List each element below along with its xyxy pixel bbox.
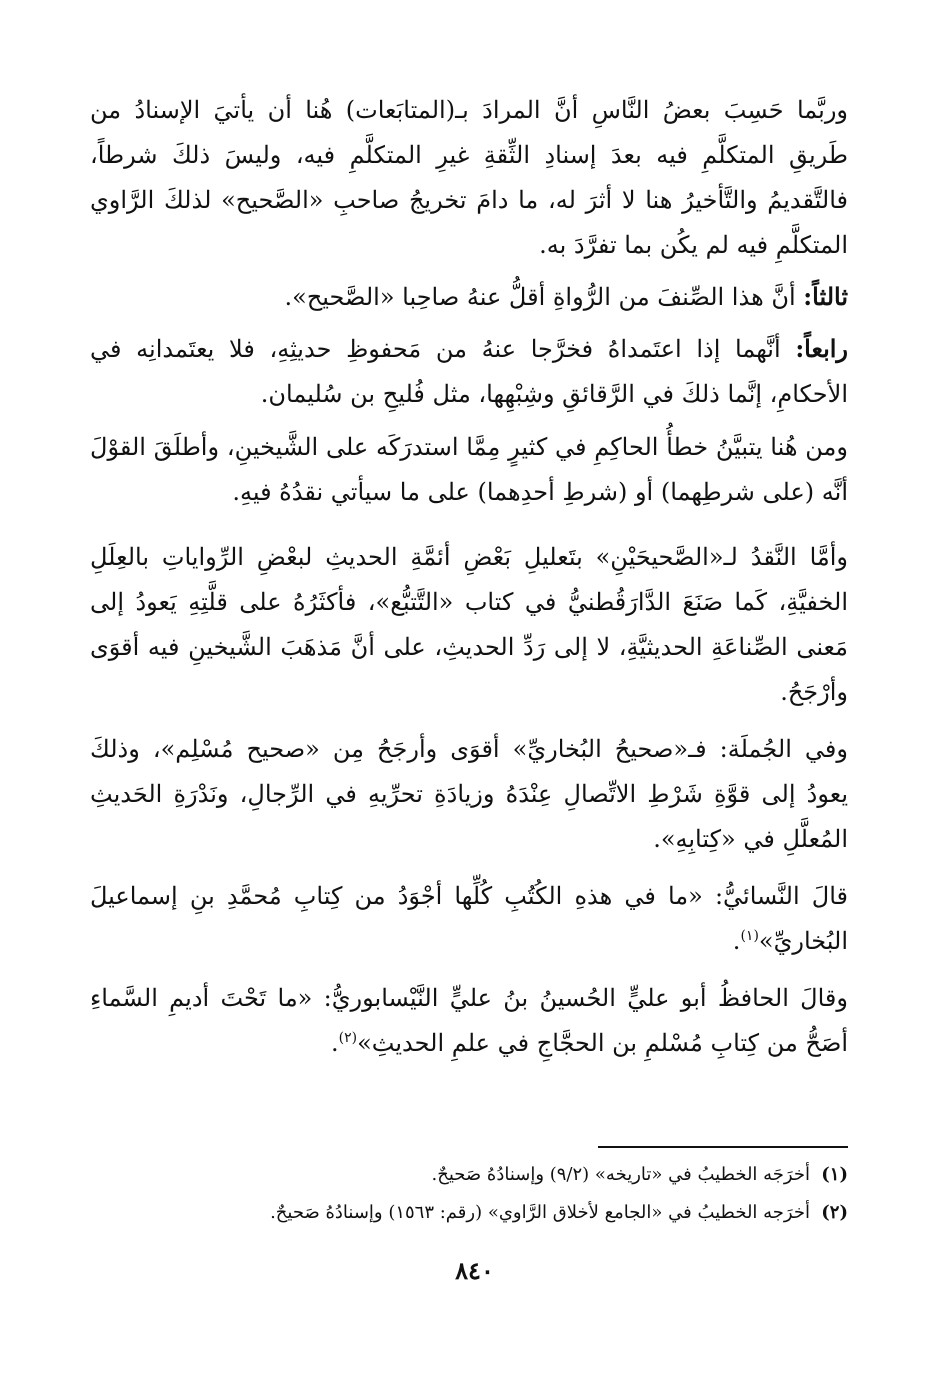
paragraph-text: وقالَ الحافظُ أبو عليٍّ الحُسينُ بنُ عليٍّ النَّيْسابوريُّ: «ما تَحْتَ أديمِ السَّماءِ أصَحُّ من كِتابِ مُسْلمِ بن الحجَّاجِ في علمِ الحديثِ» <box>90 984 848 1057</box>
footnote-number: (١) <box>821 1164 848 1185</box>
paragraph-rabian <box>90 326 848 417</box>
paragraph-hakim <box>90 425 848 515</box>
paragraph-mutabaat <box>90 88 848 268</box>
paragraph-naysaburi-quote <box>90 976 848 1066</box>
footnote-text: أخرَجَه الخطيبُ في «تاريخه» (٩/٢) وإسنادُهُ صَحيحٌ. <box>431 1164 810 1185</box>
footnote-ref-2[interactable]: (٢) <box>338 1030 358 1046</box>
paragraph-text: قالَ النَّسائيُّ: «ما في هذهِ الكُتُبِ كُلِّها أجْوَدُ من كِتابِ مُحمَّدِ بنِ إسماعيلَ البُخاريِّ» <box>90 882 848 955</box>
footnote-text: أخرَجه الخطيبُ في «الجامع لأخلاق الرَّاوي» (رقم: ١٥٦٣) وإسنادُهُ صَحيحٌ. <box>270 1202 810 1223</box>
footnotes <box>90 1156 848 1232</box>
paragraph-thalithan <box>90 274 848 320</box>
paragraph-nasai-quote <box>90 874 848 964</box>
footnote-number: (٢) <box>821 1202 848 1223</box>
paragraph-tail: . <box>331 1029 339 1057</box>
footnote-divider <box>598 1146 848 1148</box>
paragraph-text: أنَّهما إذا اعتَمداهُ فخرَّجا عنهُ من مَحفوظِ حديثِهِ، فلا يعتَمدانِه في الأحكامِ، إنَّما ذلكَ في الرَّقائقِ وشِبْهِها، مثل فُليحِ بن سُليمان. <box>90 335 848 408</box>
paragraph-naqd <box>90 535 848 715</box>
paragraph-lead: رابعاً: <box>795 334 848 363</box>
paragraph-text: وفي الجُملَة: فـ«صحيحُ البُخاريِّ» أقوَى وأرجَحُ مِن «صحيح مُسْلِم»، وذلكَ يعودُ إلى قوَّةِ شَرْطِ الاتِّصالِ عِنْدَهُ وزيادَةِ تحرِّيهِ في الرِّجالِ، ونَدْرَةِ الحَديثِ المُعلَّلِ في «كِتابِهِ». <box>90 735 848 853</box>
paragraph-text: وربَّما حَسِبَ بعضُ النَّاسِ أنَّ المرادَ بـ(المتابَعات) هُنا أن يأتيَ الإسنادُ من طَريقِ المتكلَّمِ فيه بعدَ إسنادِ الثِّقةِ غيرِ المتكلَّمِ فيه، وليسَ ذلكَ شرطاً، فالتَّقديمُ والتَّأخيرُ هنا لا أثرَ له، ما دامَ تخريجُ صاحبِ «الصَّحيح» لذلكَ الرَّاوي المتكلَّمِ فيه لم يكُن بما تفرَّدَ به. <box>90 96 848 259</box>
paragraph-text: ومن هُنا يتبيَّنُ خطأُ الحاكِمِ في كثيرٍ مِمَّا استدرَكَه على الشَّيخينِ، وأطلَقَ القوْلَ أنَّه (على شرطِهما) أو (شرطِ أحدِهما) على ما سيأتي نقدُهُ فيهِ. <box>90 433 848 506</box>
paragraph-tail: . <box>732 927 741 955</box>
page-number: ٨٤٠ <box>455 1256 494 1285</box>
footnote-ref-1[interactable]: (١) <box>740 928 759 944</box>
footnote-2 <box>90 1194 848 1232</box>
paragraph-text: أنَّ هذا الصِّنفَ من الرُّواةِ أقلُّ عنهُ صاحِبا «الصَّحيح». <box>284 283 804 311</box>
paragraph-lead: ثالثاً: <box>803 282 848 311</box>
paragraph-text: وأمَّا النَّقدُ لـ«الصَّحيحَيْنِ» بتَعليلِ بَعْضِ أئمَّةِ الحديثِ لبعْضِ الرِّواياتِ بالعِلَلِ الخفيَّةِ، كَما صَنَعَ الدَّارَقُطنيُّ في كتاب «التَّتبُّع»، فأكثَرُهُ على قلَّتِهِ يَعودُ إلى مَعنى الصِّناعَةِ الحديثيَّةِ، لا إلى رَدِّ الحديثِ، على أنَّ مَذهَبَ الشَّيخينِ فيه أقوَى وأرْجَحُ. <box>90 543 848 706</box>
paragraph-jumla <box>90 727 848 862</box>
main-text <box>90 88 848 1078</box>
footnote-1 <box>90 1156 848 1194</box>
